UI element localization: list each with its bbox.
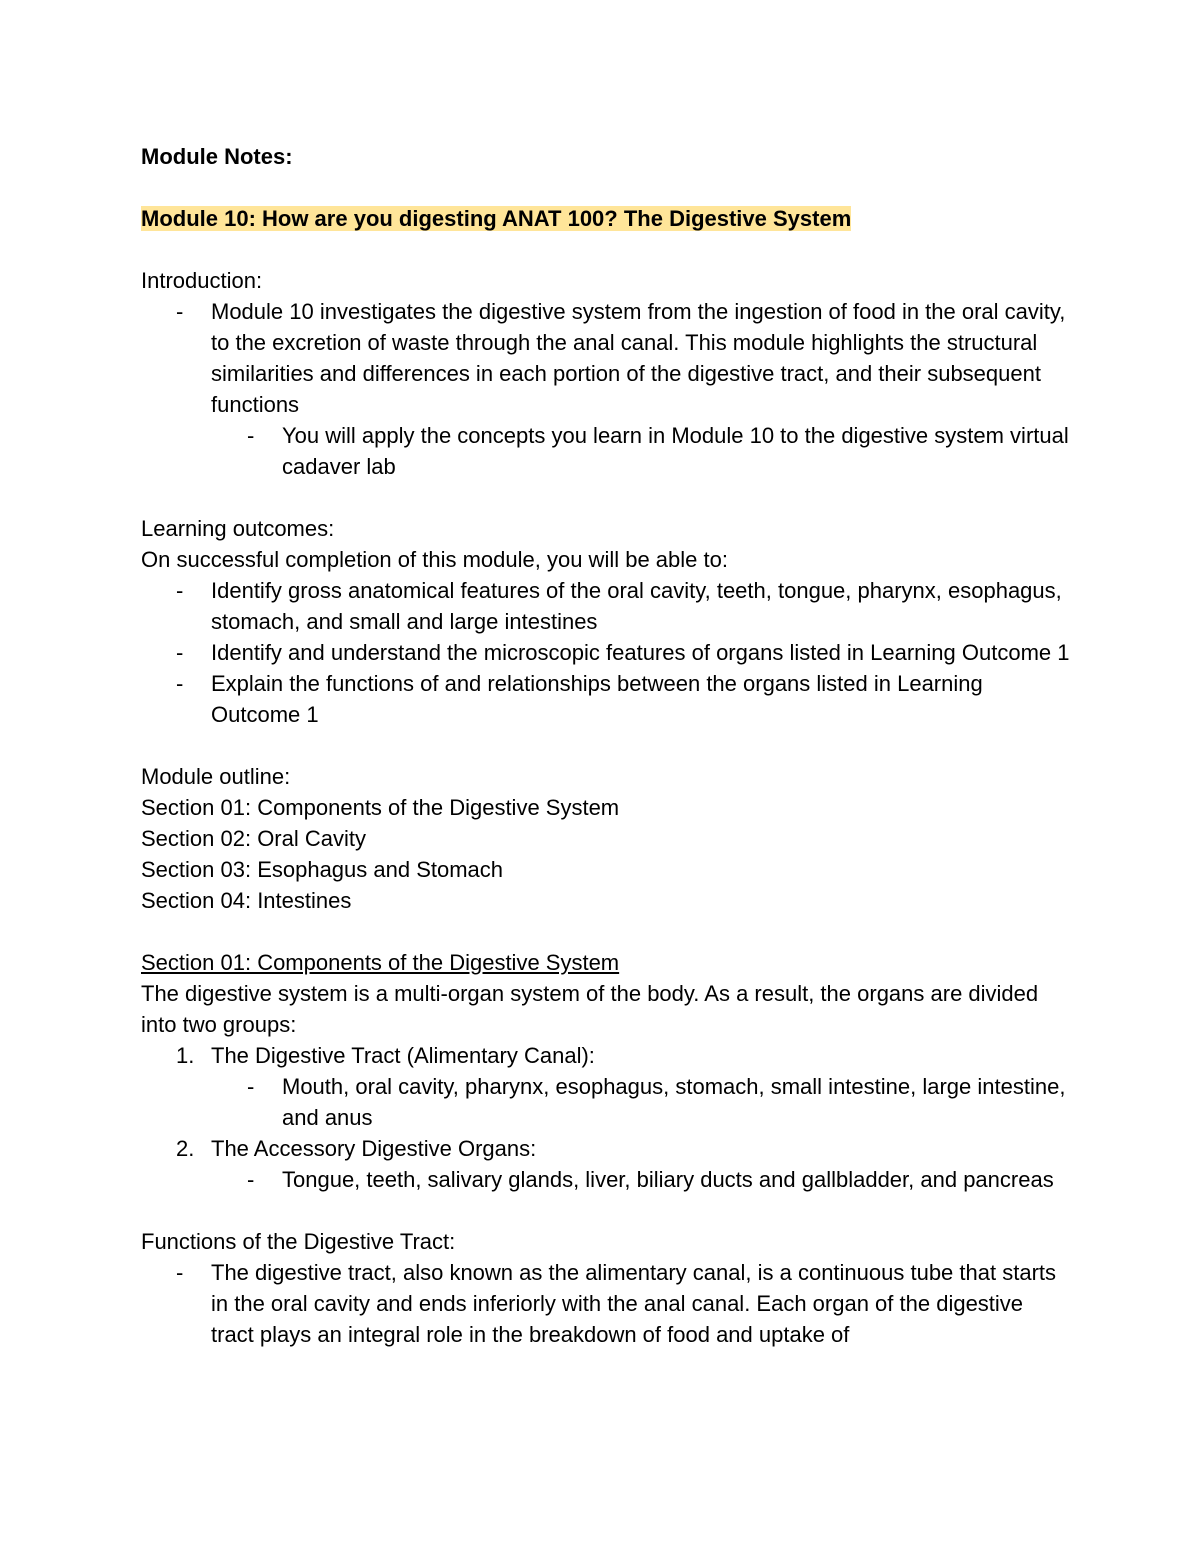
introduction-sub-bullet <box>141 420 1071 482</box>
group-item <box>141 1040 1071 1071</box>
outline-section: Section 04: Intestines <box>141 888 352 913</box>
group-label: The Accessory Digestive Organs: <box>211 1136 537 1161</box>
introduction-sub-bullet-text: You will apply the concepts you learn in Module 10 to the digestive system virtual cadaver lab <box>282 423 1069 479</box>
module-title <box>141 203 1071 234</box>
introduction-bullet-text: Module 10 investigates the digestive system from the ingestion of food in the oral cavity, to the excretion of waste through the anal canal. This module highlights the structural similarities and differences in each portion of the digestive tract, and their subsequent functions <box>211 299 1066 417</box>
bullet-dash: - <box>176 299 184 324</box>
module-outline-label: Module outline: <box>141 764 291 789</box>
introduction-bullet <box>141 296 1071 420</box>
group-detail <box>141 1164 1071 1195</box>
functions-bullet <box>141 1257 1071 1350</box>
learning-outcomes-intro: On successful completion of this module, you will be able to: <box>141 547 728 572</box>
outline-section: Section 02: Oral Cavity <box>141 826 366 851</box>
learning-outcome-text: Explain the functions of and relationships between the organs listed in Learning Outcome 1 <box>211 671 983 727</box>
group-detail-text: Mouth, oral cavity, pharynx, esophagus, stomach, small intestine, large intestine, and anus <box>282 1074 1066 1130</box>
learning-outcome-item <box>141 575 1071 637</box>
group-item <box>141 1133 1071 1164</box>
learning-outcome-text: Identify gross anatomical features of the oral cavity, teeth, tongue, pharynx, esophagus, stomach, and small and large intestines <box>211 578 1062 634</box>
bullet-dash: - <box>247 1074 255 1099</box>
bullet-dash: - <box>247 1167 255 1192</box>
functions-label: Functions of the Digestive Tract: <box>141 1229 456 1254</box>
list-number: 2. <box>176 1136 195 1161</box>
group-detail-text: Tongue, teeth, salivary glands, liver, biliary ducts and gallbladder, and pancreas <box>282 1167 1054 1192</box>
bullet-dash: - <box>176 671 184 696</box>
learning-outcome-item <box>141 668 1071 730</box>
outline-section: Section 01: Components of the Digestive System <box>141 795 620 820</box>
bullet-dash: - <box>176 1260 184 1285</box>
bullet-dash: - <box>176 578 184 603</box>
bullet-dash: - <box>247 423 255 448</box>
list-number: 1. <box>176 1043 195 1068</box>
notes-heading: Module Notes: <box>141 144 293 169</box>
module-title-text: Module 10: How are you digesting ANAT 100? The Digestive System <box>141 206 852 231</box>
learning-outcomes-label: Learning outcomes: <box>141 516 335 541</box>
document-page <box>141 141 1071 1350</box>
group-detail <box>141 1071 1071 1133</box>
section01-title: Section 01: Components of the Digestive System <box>141 950 620 975</box>
learning-outcome-item <box>141 637 1071 668</box>
functions-bullet-text: The digestive tract, also known as the alimentary canal, is a continuous tube that starts in the oral cavity and ends inferiorly with the anal canal. Each organ of the digestive tract plays an integral role in the breakdown of food and uptake of <box>211 1260 1057 1347</box>
group-label: The Digestive Tract (Alimentary Canal): <box>211 1043 595 1068</box>
bullet-dash: - <box>176 640 184 665</box>
outline-section: Section 03: Esophagus and Stomach <box>141 857 504 882</box>
introduction-label: Introduction: <box>141 268 263 293</box>
section01-intro: The digestive system is a multi-organ system of the body. As a result, the organs are divided into two groups: <box>141 981 1039 1037</box>
learning-outcome-text: Identify and understand the microscopic features of organs listed in Learning Outcome 1 <box>211 640 1070 665</box>
